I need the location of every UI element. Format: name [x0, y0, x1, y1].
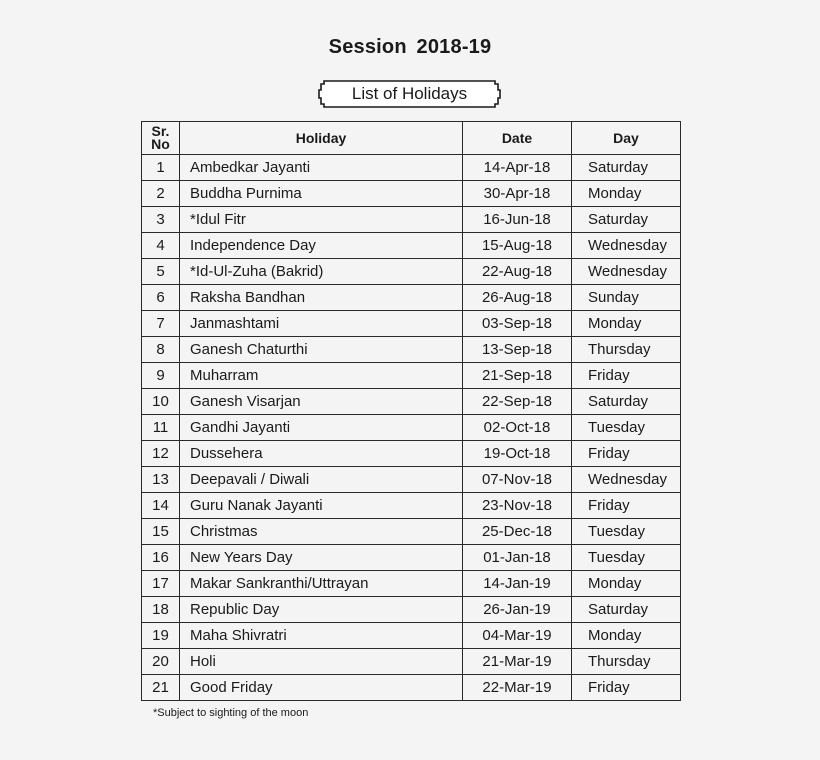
holidays-table — [141, 121, 681, 701]
holiday-cell: Good Friday — [180, 675, 463, 701]
day-cell: Thursday — [572, 337, 681, 363]
table-row — [142, 259, 681, 285]
holiday-cell: Ambedkar Jayanti — [180, 155, 463, 181]
holiday-cell: Maha Shivratri — [180, 623, 463, 649]
table-row — [142, 675, 681, 701]
date-cell: 19-Oct-18 — [463, 441, 572, 467]
subtitle-banner — [318, 78, 501, 110]
table-row — [142, 597, 681, 623]
holiday-cell: *Idul Fitr — [180, 207, 463, 233]
table-row — [142, 571, 681, 597]
sr-cell: 19 — [142, 623, 180, 649]
date-cell: 03-Sep-18 — [463, 311, 572, 337]
day-cell: Tuesday — [572, 519, 681, 545]
holiday-cell: Buddha Purnima — [180, 181, 463, 207]
date-cell: 22-Mar-19 — [463, 675, 572, 701]
date-cell: 23-Nov-18 — [463, 493, 572, 519]
day-cell: Monday — [572, 571, 681, 597]
header-holiday: Holiday — [180, 122, 463, 155]
table-row — [142, 389, 681, 415]
holiday-cell: Independence Day — [180, 233, 463, 259]
date-cell: 13-Sep-18 — [463, 337, 572, 363]
table-row — [142, 623, 681, 649]
date-cell: 07-Nov-18 — [463, 467, 572, 493]
holiday-cell: Republic Day — [180, 597, 463, 623]
holiday-cell: New Years Day — [180, 545, 463, 571]
day-cell: Monday — [572, 181, 681, 207]
day-cell: Thursday — [572, 649, 681, 675]
date-cell: 14-Jan-19 — [463, 571, 572, 597]
date-cell: 16-Jun-18 — [463, 207, 572, 233]
sr-cell: 7 — [142, 311, 180, 337]
sr-cell: 10 — [142, 389, 180, 415]
date-cell: 26-Aug-18 — [463, 285, 572, 311]
holiday-cell: Guru Nanak Jayanti — [180, 493, 463, 519]
date-cell: 21-Sep-18 — [463, 363, 572, 389]
sr-cell: 13 — [142, 467, 180, 493]
header-sr-line2: No — [151, 136, 170, 152]
sr-cell: 5 — [142, 259, 180, 285]
sr-cell: 12 — [142, 441, 180, 467]
header-day: Day — [572, 122, 681, 155]
date-cell: 30-Apr-18 — [463, 181, 572, 207]
day-cell: Friday — [572, 363, 681, 389]
day-cell: Saturday — [572, 207, 681, 233]
date-cell: 25-Dec-18 — [463, 519, 572, 545]
table-row — [142, 467, 681, 493]
sr-cell: 3 — [142, 207, 180, 233]
holiday-cell: Ganesh Chaturthi — [180, 337, 463, 363]
table-row — [142, 441, 681, 467]
day-cell: Saturday — [572, 597, 681, 623]
date-cell: 01-Jan-18 — [463, 545, 572, 571]
sr-cell: 16 — [142, 545, 180, 571]
table-row — [142, 545, 681, 571]
holiday-cell: Ganesh Visarjan — [180, 389, 463, 415]
day-cell: Monday — [572, 623, 681, 649]
sr-cell: 9 — [142, 363, 180, 389]
sr-cell: 15 — [142, 519, 180, 545]
sr-cell: 2 — [142, 181, 180, 207]
day-cell: Friday — [572, 493, 681, 519]
date-cell: 02-Oct-18 — [463, 415, 572, 441]
holiday-cell: *Id-Ul-Zuha (Bakrid) — [180, 259, 463, 285]
holiday-cell: Holi — [180, 649, 463, 675]
holiday-cell: Makar Sankranthi/Uttrayan — [180, 571, 463, 597]
header-date: Date — [463, 122, 572, 155]
holiday-cell: Dussehera — [180, 441, 463, 467]
sr-cell: 14 — [142, 493, 180, 519]
day-cell: Friday — [572, 441, 681, 467]
table-row — [142, 337, 681, 363]
table-row — [142, 311, 681, 337]
day-cell: Saturday — [572, 389, 681, 415]
sr-cell: 6 — [142, 285, 180, 311]
table-row — [142, 649, 681, 675]
sr-cell: 17 — [142, 571, 180, 597]
table-row — [142, 233, 681, 259]
header-sr-line1: Sr. — [151, 123, 170, 139]
day-cell: Monday — [572, 311, 681, 337]
day-cell: Saturday — [572, 155, 681, 181]
date-cell: 14-Apr-18 — [463, 155, 572, 181]
table-row — [142, 155, 681, 181]
table-row — [142, 519, 681, 545]
sr-cell: 8 — [142, 337, 180, 363]
table-row — [142, 285, 681, 311]
table-row — [142, 493, 681, 519]
sr-cell: 21 — [142, 675, 180, 701]
day-cell: Tuesday — [572, 415, 681, 441]
date-cell: 04-Mar-19 — [463, 623, 572, 649]
day-cell: Wednesday — [572, 233, 681, 259]
day-cell: Friday — [572, 675, 681, 701]
sr-cell: 1 — [142, 155, 180, 181]
holiday-cell: Gandhi Jayanti — [180, 415, 463, 441]
sr-cell: 18 — [142, 597, 180, 623]
holiday-cell: Janmashtami — [180, 311, 463, 337]
holiday-cell: Deepavali / Diwali — [180, 467, 463, 493]
holiday-cell: Muharram — [180, 363, 463, 389]
list-of-holidays-label: List of Holidays — [351, 84, 468, 103]
date-cell: 22-Aug-18 — [463, 259, 572, 285]
table-row — [142, 181, 681, 207]
sr-cell: 11 — [142, 415, 180, 441]
sr-cell: 4 — [142, 233, 180, 259]
table-header-row — [142, 122, 681, 155]
header-sr-no — [142, 122, 180, 155]
day-cell: Wednesday — [572, 259, 681, 285]
table-row — [142, 415, 681, 441]
day-cell: Tuesday — [572, 545, 681, 571]
holiday-cell: Raksha Bandhan — [180, 285, 463, 311]
table-row — [142, 207, 681, 233]
footnote: *Subject to sighting of the moon — [153, 707, 309, 719]
sr-cell: 20 — [142, 649, 180, 675]
day-cell: Wednesday — [572, 467, 681, 493]
date-cell: 22-Sep-18 — [463, 389, 572, 415]
date-cell: 15-Aug-18 — [463, 233, 572, 259]
date-cell: 21-Mar-19 — [463, 649, 572, 675]
session-title: Session 2018-19 — [328, 36, 492, 58]
date-cell: 26-Jan-19 — [463, 597, 572, 623]
holiday-cell: Christmas — [180, 519, 463, 545]
table-row — [142, 363, 681, 389]
day-cell: Sunday — [572, 285, 681, 311]
